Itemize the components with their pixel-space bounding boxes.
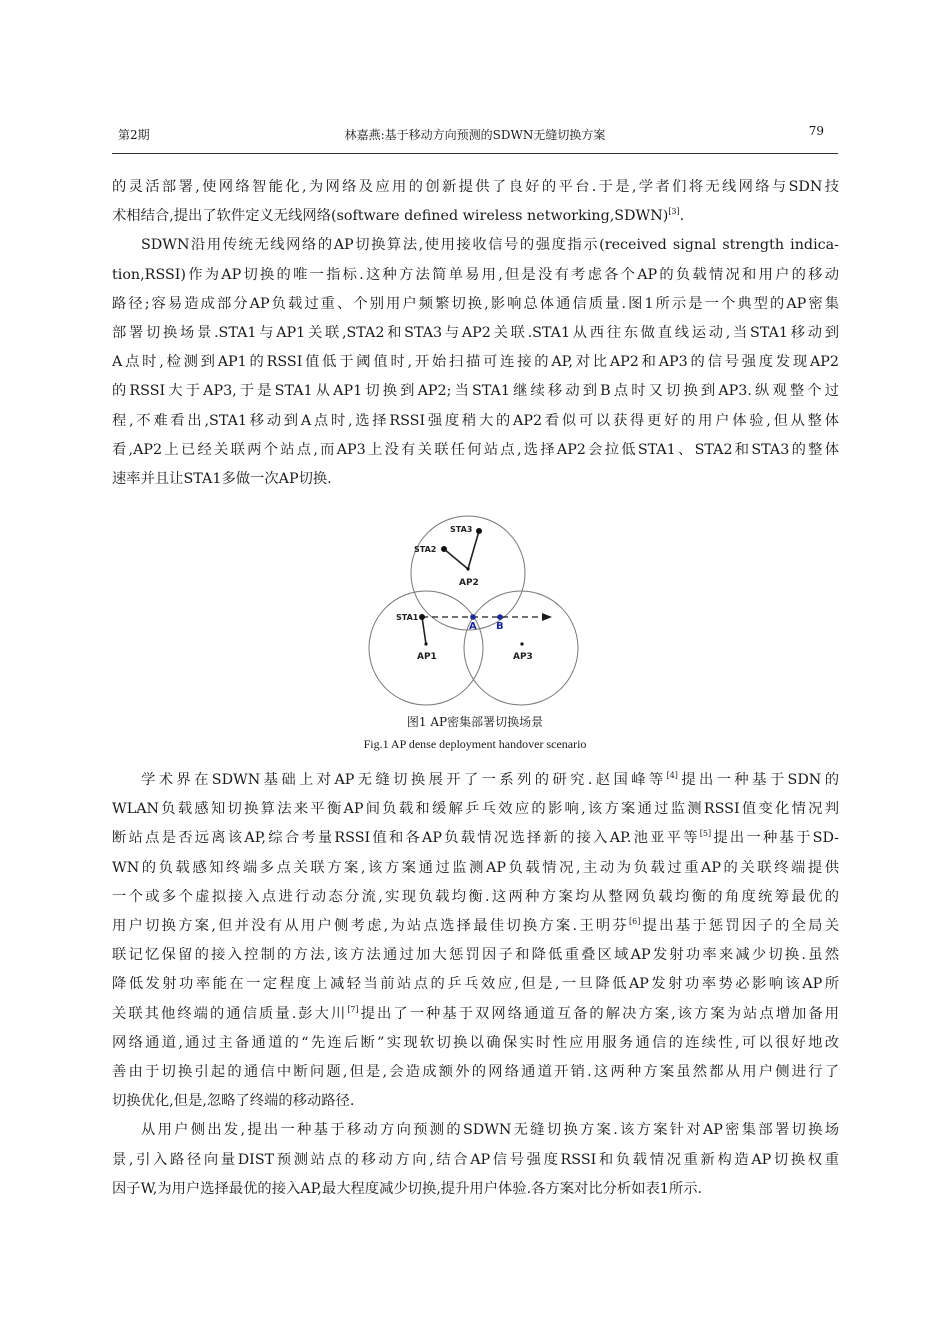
text-line: 切换优化,但是,忽略了终端的移动路径. [112,1093,355,1110]
paragraph-proposed-scheme [112,1116,839,1204]
ap3-coverage-circle [464,591,578,705]
text-line: 网络通道,通过主备通道的“先连后断”实现软切换以确保实时性应用服务通信的连续性,可以很好地改 [112,1034,839,1051]
point-b-marker [497,614,503,620]
text-line: SDWN沿用传统无线网络的AP切换算法,使用接收信号的强度指示(received signal strength indica- [141,237,839,254]
citation-ref: [6] [629,917,641,927]
text-line: 善由于切换引起的通信中断问题,但是,会造成额外的网络通道开销.这两种方案虽然都从用户侧进行了 [112,1064,839,1081]
ap1-label: AP1 [417,652,437,662]
sta3-node [476,528,482,534]
sta2-label: STA2 [414,545,437,554]
text-segment: 提出一种基于SDN的 [677,772,839,788]
text-line: 一个或多个虚拟接入点进行动态分流,实现负载均衡.这两种方案均从整网负载均衡的角度统筹最优的 [112,888,839,905]
text-line [112,824,839,853]
text-line: 联记忆保留的接入控制的方法,该方法通过加大惩罚因子和降低重叠区域AP发射功率来减少切换.虽然 [112,947,839,964]
ap1-coverage-circle [369,591,483,705]
text-line: WLAN负载感知切换算法来平衡AP间负载和缓解乒乓效应的影响,该方案通过监测RSSI值变化情况判 [112,801,839,818]
text-line: 看,AP2上已经关联两个站点,而AP3上没有关联任何站点,选择AP2会拉低STA1、STA2和STA3的整体 [112,441,839,458]
text-block-top [112,173,839,494]
ap3-label: AP3 [513,652,533,662]
ap2-node [466,567,469,570]
paragraph-sdwn-handover [112,231,839,494]
text-segment: 提出了一种基于双网络通道互备的解决方案,该方案为站点增加备用 [358,1005,839,1022]
figure-caption-english: Fig.1 AP dense deployment handover scenario [363,737,587,751]
citation-ref: [4] [666,771,678,780]
sta1-label: STA1 [396,613,419,622]
point-b-label: B [496,621,504,632]
text-line: WN的负载感知终端多点关联方案,该方案通过监测AP负载情况,主动为负载过重AP的关联终端提供 [112,859,839,876]
text-line: tion,RSSI)作为AP切换的唯一指标.这种方法简单易用,但是没有考虑各个AP的负载情况和用户的移动 [112,266,839,283]
text-line: 路径;容易造成部分AP负载过重、个别用户频繁切换,影响总体通信质量.图1所示是一个典型的AP密集 [112,295,839,312]
text-line: 程,不难看出,STA1移动到A点时,选择RSSI强度稍大的AP2看似可以获得更好的用户体验,但从整体 [112,412,839,429]
text-segment: 学术界在SDWN基础上对AP无缝切换展开了一系列的研究.赵国峰等 [141,772,667,788]
text-line [112,766,839,795]
text-line: 降低发射功率能在一定程度上减轻当前站点的乒乓效应,但是,一旦降低AP发射功率势必影响该AP所 [112,976,839,993]
text-segment: . [679,208,685,225]
citation-ref: [3] [668,207,680,217]
point-a-label: A [469,621,477,632]
ap3-node [520,642,523,645]
text-segment: 提出一种基于SD- [711,830,839,847]
text-line [112,202,839,231]
text-line: 因子W,为用户选择最优的接入AP,最大程度减少切换,提升用户体验.各方案对比分析如表1所示. [112,1180,703,1197]
sta1-node [419,614,425,620]
text-line [112,1000,839,1029]
sta1-link [422,617,426,644]
figure-ap-handover-diagram [356,503,592,717]
paragraph-related-work [112,766,839,1116]
figure-caption-chinese: 图1 AP密集部署切换场景 [406,715,544,729]
citation-ref: [7] [347,1004,359,1014]
text-line: 从用户侧出发,提出一种基于移动方向预测的SDWN无缝切换方案.该方案针对AP密集部署切换场 [141,1122,839,1139]
point-a-marker [470,614,476,620]
paragraph-continuation [112,173,839,231]
page-number: 79 [808,124,824,138]
header-rule [112,153,838,154]
sta3-label: STA3 [450,525,473,534]
text-segment: 关联其他终端的通信质量.彭大川 [112,1005,348,1022]
sta2-link [444,549,468,569]
text-line: 景,引入路径向量DIST预测站点的移动方向,结合AP信号强度RSSI和负载情况重新构造AP切换权重 [112,1151,839,1168]
text-segment: 断站点是否远离该AP,综合考量RSSI值和各AP负载情况选择新的接入AP.池亚平等 [112,830,700,847]
text-segment: 用户切换方案,但并没有从用户侧考虑,为站点选择最佳切换方案.王明芬 [112,918,630,935]
text-block-bottom [112,766,839,1204]
ap2-label: AP2 [459,578,479,588]
text-line: 部署切换场景.STA1与AP1关联,STA2和STA3与AP2关联.STA1从西往东做直线运动,当STA1移动到 [112,325,839,342]
running-header [112,122,838,146]
text-segment: 提出基于惩罚因子的全局关 [640,918,839,935]
text-line: 的RSSI大于AP3,于是STA1从AP1切换到AP2;当STA1继续移动到B点时又切换到AP3.纵观整个过 [112,383,839,400]
issue-label: 第2期 [118,128,150,142]
text-line: A点时,检测到AP1的RSSI值低于阈值时,开始扫描可连接的AP,对比AP2和AP3的信号强度发现AP2 [112,354,839,371]
ap1-node [424,642,427,645]
text-line: 速率并且让STA1多做一次AP切换. [112,471,332,488]
sta3-link [468,531,479,569]
citation-ref: [5] [699,829,712,839]
sta2-node [441,546,447,552]
movement-arrow-head [542,613,552,621]
text-line: 的灵活部署,使网络智能化,为网络及应用的创新提供了良好的平台.于是,学者们将无线网络与SDN技 [112,179,839,195]
running-title: 林嘉燕:基于移动方向预测的SDWN无缝切换方案 [344,128,606,142]
text-line [112,912,839,941]
text-segment: 术相结合,提出了软件定义无线网络(software defined wireless networking,SDWN) [112,208,669,225]
